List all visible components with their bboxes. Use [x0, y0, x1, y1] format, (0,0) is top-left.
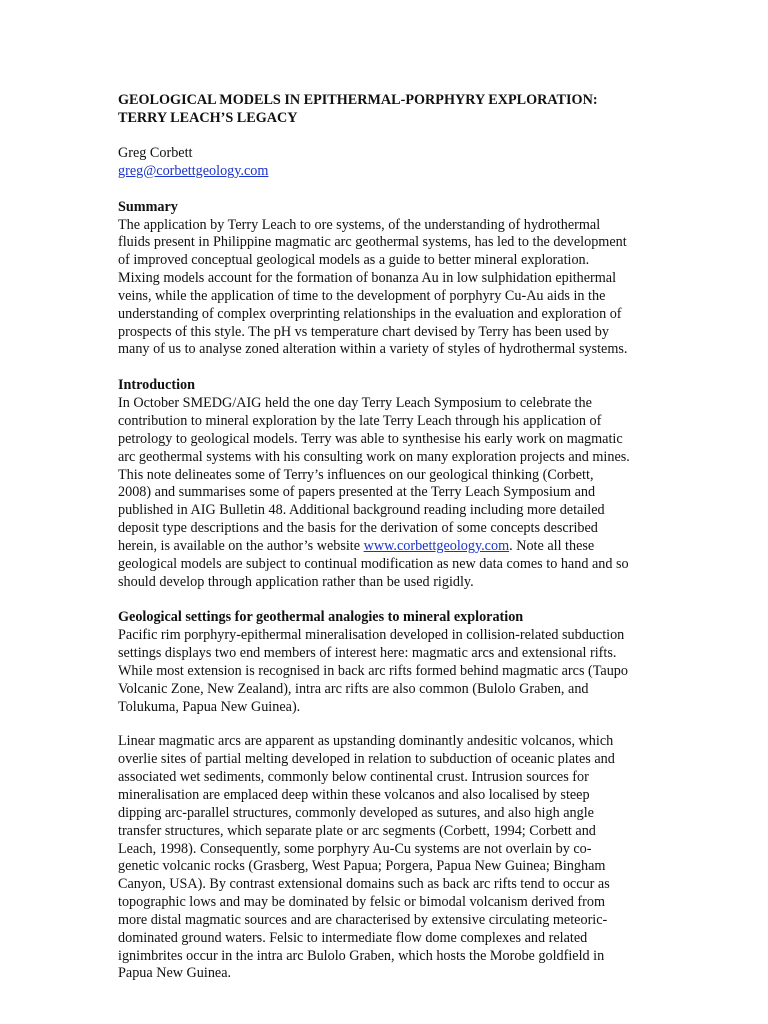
settings-paragraph-2	[118, 733, 644, 983]
paragraph-line: many of us to analyse zoned alteration within a variety of styles of hydrothermal systems.	[118, 341, 628, 358]
paragraph-line: fluids present in Philippine magmatic arc geothermal systems, has led to the development	[118, 234, 627, 251]
website-link[interactable]: www.corbettgeology.com	[363, 537, 510, 554]
paragraph-line: overlie sites of partial melting developed in relation to subduction of oceanic plates and	[118, 751, 615, 768]
paragraph-line: ignimbrites occur in the intra arc Bulolo Graben, which hosts the Morobe goldfield in	[118, 947, 605, 964]
paragraph-line: In October SMEDG/AIG held the one day Terry Leach Symposium to celebrate the	[118, 395, 592, 412]
paragraph-line: Canyon, USA). By contrast extensional domains such as back arc rifts tend to occur as	[118, 876, 610, 893]
paragraph-line: understanding of complex overprinting relationships in the evaluation and exploration of	[118, 305, 622, 322]
paragraph-line: more distal magmatic sources and are characterised by extensive circulating meteoric-	[118, 911, 608, 928]
paragraph-line: Tolukuma, Papua New Guinea).	[118, 698, 301, 715]
paragraph-line: settings displays two end members of interest here: magmatic arcs and extensional rifts.	[118, 645, 617, 662]
paragraph-line: While most extension is recognised in back arc rifts formed behind magmatic arcs (Taupo	[118, 662, 628, 679]
summary-section	[118, 199, 644, 360]
paragraph-line: arc geothermal systems with his consulting work on many exploration projects and mines.	[118, 448, 630, 465]
paper-title	[118, 91, 644, 127]
paragraph-line: genetic volcanic rocks (Grasberg, West Papua; Porgera, Papua New Guinea; Bingham	[118, 858, 606, 875]
paragraph-line: Pacific rim porphyry-epithermal mineralisation developed in collision-related subduction	[118, 627, 625, 644]
summary-paragraph	[118, 217, 644, 360]
summary-heading: Summary	[118, 198, 178, 215]
paragraph-line: Leach, 1998). Consequently, some porphyry Au-Cu systems are not overlain by co-	[118, 840, 592, 857]
author-block	[118, 145, 644, 181]
paragraph-line: mineralisation are emplaced deep within these volcanos and also localised by steep	[118, 787, 590, 803]
author-email-link[interactable]: greg@corbettgeology.com	[118, 162, 269, 179]
settings-heading: Geological settings for geothermal analogies to mineral exploration	[118, 609, 524, 626]
title-line: GEOLOGICAL MODELS IN EPITHERMAL-PORPHYRY EXPLORATION:	[118, 92, 598, 108]
paragraph-line: The application by Terry Leach to ore systems, of the understanding of hydrothermal	[118, 216, 601, 233]
paragraph-line: Mixing models account for the formation of bonanza Au in low sulphidation epithermal	[118, 270, 617, 287]
paragraph-line: associated wet sediments, commonly below continental crust. Intrusion sources for	[118, 769, 589, 786]
introduction-paragraph	[118, 395, 644, 591]
paragraph-line: published in AIG Bulletin 48. Additional background reading including more detailed	[118, 502, 605, 519]
paragraph-line: contribution to mineral exploration by the late Terry Leach through his application of	[118, 412, 602, 429]
paragraph-line: Volcanic Zone, New Zealand), intra arc rifts are also common (Bulolo Graben, and	[118, 680, 589, 697]
introduction-section	[118, 377, 644, 591]
title-line: TERRY LEACH’S LEGACY	[118, 110, 298, 126]
paragraph-line: topographic lows and may be dominated by felsic or bimodal volcanism derived from	[118, 894, 605, 911]
paragraph-line: dominated ground waters. Felsic to intermediate flow dome complexes and related	[118, 929, 588, 946]
paragraph-line: 2008) and summarises some of papers presented at the Terry Leach Symposium and	[118, 484, 596, 501]
paragraph-line: herein, is available on the author’s website www.corbettgeology.com. Note all these	[118, 537, 595, 554]
introduction-heading: Introduction	[118, 377, 195, 394]
settings-paragraph-1	[118, 627, 644, 716]
paragraph-line: veins, while the application of time to the development of porphyry Cu-Au aids in the	[118, 287, 606, 304]
paragraph-line: Linear magmatic arcs are apparent as upstanding dominantly andesitic volcanos, which	[118, 733, 614, 750]
paragraph-line: transfer structures, which separate plate or arc segments (Corbett, 1994; Corbett and	[118, 822, 596, 839]
document-body	[118, 91, 644, 1001]
paragraph-line: of improved conceptual geological models as a guide to better mineral exploration.	[118, 252, 590, 269]
paragraph-line: This note delineates some of Terry’s influences on our geological thinking (Corbett,	[118, 466, 594, 483]
paragraph-line: should develop through application rather than be used rigidly.	[118, 573, 474, 590]
paragraph-line: prospects of this style. The pH vs temperature chart devised by Terry has been used by	[118, 323, 609, 340]
author-name: Greg Corbett	[118, 145, 193, 161]
paragraph-line: Papua New Guinea.	[118, 965, 232, 982]
paragraph-line: dipping arc-parallel structures, commonly developed as sutures, and also high angle	[118, 804, 594, 821]
paragraph-line: petrology to geological models. Terry was able to synthesise his early work on magmatic	[118, 430, 623, 447]
settings-section	[118, 609, 644, 983]
paragraph-line: deposit type descriptions and the basis for the derivation of some concepts described	[118, 520, 598, 537]
paragraph-line: geological models are subject to continual modification as new data comes to hand and so	[118, 555, 629, 572]
